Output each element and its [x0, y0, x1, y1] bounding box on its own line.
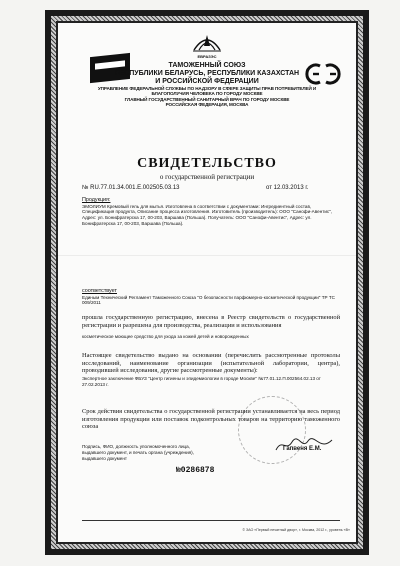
- registration-number: RU.77.01.34.001.E.002505.03.13: [90, 185, 180, 191]
- header-agency-cont: БЛАГОПОЛУЧИЯ ЧЕЛОВЕКА ПО ГОРОДУ МОСКВЕ: [151, 91, 263, 97]
- registration-statement: прошла государственную регистрацию, внесена в Реестр свидетельств о государственной регистрации и разрешена для производства, реализации и использования: [82, 314, 340, 329]
- header-republics: РЕСПУБЛИКИ БЕЛАРУСЬ, РЕСПУБЛИКИ КАЗАХСТАН: [114, 70, 300, 78]
- svg-text:СЭ: СЭ: [323, 87, 325, 88]
- signature-caption-3: выдавшего документ: [82, 455, 127, 461]
- footer-divider: [82, 520, 340, 521]
- product-label: Продукция:: [82, 197, 111, 203]
- eurasec-emblem-icon: [191, 32, 223, 54]
- printer-footer: © ЗАО «Первый печатный двор», г. Москва, 2012 г., уровень «В»: [242, 528, 350, 532]
- header-chief-doctor: ГЛАВНЫЙ ГОСУДАРСТВЕННЫЙ САНИТАРНЫЙ ВРАЧ ПО ГОРОДУ МОСКВЕ: [124, 96, 290, 102]
- signer-name: Гапвеня Е.М.: [283, 446, 322, 452]
- compliance-standard: Единым Технический Регламент Таможенного Союза "О безопасности парфюмерно-косметической продукции" ТР ТС 009/2011: [82, 294, 335, 306]
- product-section: [82, 197, 340, 227]
- signature-caption-2: выдавшего документ, и печать органа (учреждения),: [82, 449, 194, 455]
- compliance-section: [82, 288, 340, 306]
- registration-date: 12.03.2013 г.: [273, 185, 309, 191]
- document-title: СВИДЕТЕЛЬСТВО: [137, 156, 277, 171]
- number-prefix: №: [82, 185, 89, 191]
- basis-statement: Настоящее свидетельство выдано на основании (перечислить рассмотренные протоколы исследований, наименование организации (испытательной лаборатории, центра), проводившей исследования, другие рассмотренные документы):: [82, 352, 340, 375]
- header-union: ТАМОЖЕННЫЙ СОЮЗ: [168, 62, 246, 69]
- header-location: РОССИЙСКАЯ ФЕДЕРАЦИЯ, МОСКВА: [165, 101, 249, 107]
- header-agency: УПРАВЛЕНИЕ ФЕДЕРАЛЬНОЙ СЛУЖБЫ ПО НАДЗОРУ В СФЕРЕ ЗАЩИТЫ ПРАВ ПОТРЕБИТЕЛЕЙ И: [97, 86, 317, 92]
- product-description: ЭМОЛИУМ Кремовый гель для мытья. Изготовлена в соответствии с документами: Ингредиентный состав, Спецификация продукта, Описание процесса изготовления. Изготовитель (производитель): ООО "Санофи-Авентис", Адрес: ул. Бонифратерска 17, 00-203, Варшава (Польша). Получатель: ООО "Санофи-Авентис", Адрес: ул. Бонифратерска 17, 00-203, Варшава (Польша).: [82, 203, 333, 226]
- registration-line: [82, 185, 342, 191]
- document-subtitle: о государственной регистрации: [159, 173, 255, 181]
- signature-caption-1: Подпись, ФИО, должность уполномоченного лица,: [82, 444, 191, 449]
- date-prefix: от: [266, 185, 272, 191]
- issuing-authority-header: [70, 62, 344, 107]
- validity-statement: Срок действия свидетельства о государственной регистрации устанавливается на весь период изготовления продукции или поставок подконтрольных товаров на территорию таможенного союза: [82, 408, 340, 431]
- form-serial-number: №0286878: [176, 466, 215, 475]
- basis-document: Экспертное заключение ФБУЗ "Центр гигиены и эпидемиологии в городе Москве" №77.01.12.П.002564.02.13 от 27.02.2013 г.: [82, 376, 321, 387]
- registration-date-group: [266, 185, 308, 191]
- usage-scope: косметическое моющее средство для ухода за кожей детей и новорожденных: [82, 334, 249, 339]
- emblem-caption: ЕВРАЗЭС: [197, 54, 217, 59]
- usage-section: [82, 334, 340, 340]
- scan-artifact: [56, 255, 358, 256]
- signature-block: [82, 444, 272, 462]
- header-russia: И РОССИЙСКОЙ ФЕДЕРАЦИИ: [155, 78, 259, 86]
- compliance-label: соответствует: [82, 288, 117, 294]
